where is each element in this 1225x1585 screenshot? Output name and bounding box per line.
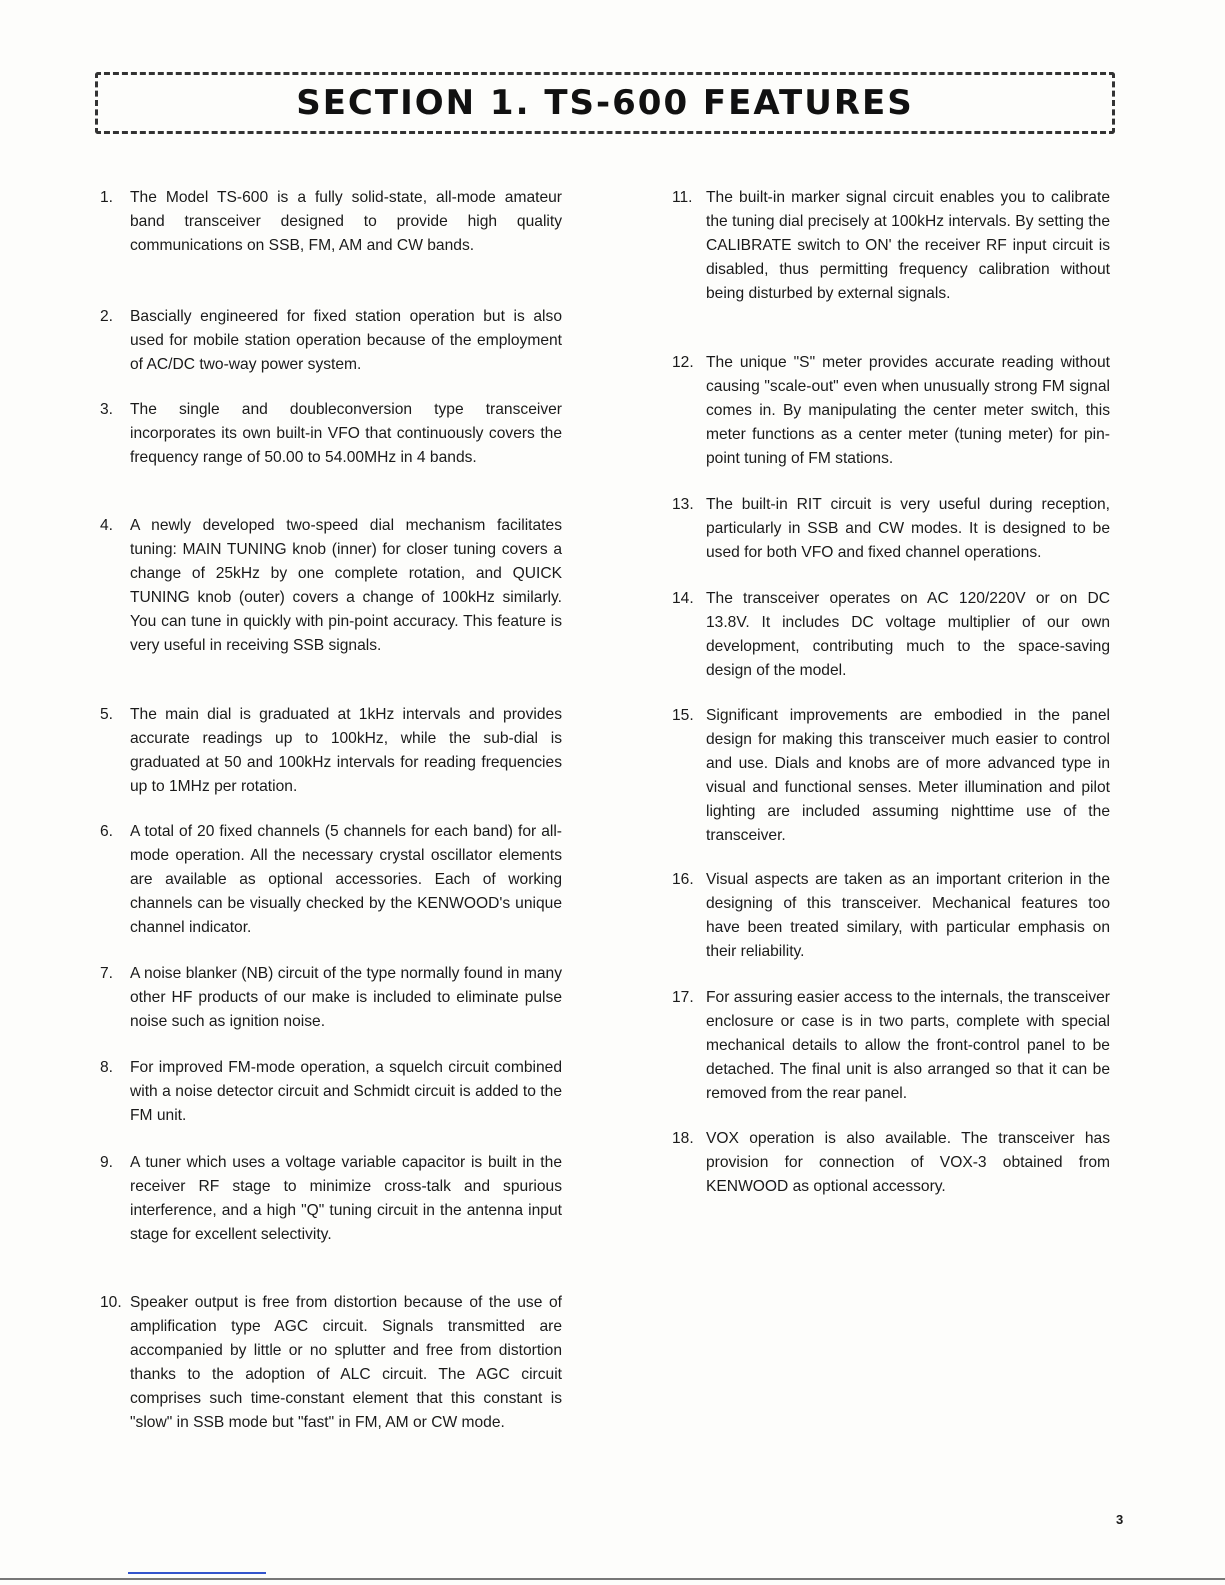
item-number: 8. bbox=[100, 1059, 114, 1076]
item-number: 10. bbox=[100, 1294, 122, 1311]
page-number: 3 bbox=[1116, 1512, 1124, 1527]
feature-item bbox=[100, 1291, 562, 1435]
feature-item bbox=[672, 186, 1110, 306]
feature-item bbox=[100, 514, 562, 658]
item-text: A noise blanker (NB) circuit of the type normally found in many other HF products of our make is included to eliminate pulse noise such as ignition noise. bbox=[130, 965, 562, 1030]
feature-item bbox=[672, 493, 1110, 565]
item-text: For assuring easier access to the internals, the transceiver enclosure or case is in two parts, complete with special mechanical details to allow the front-control panel to be detached. The final unit is also arranged so that it can be removed from the rear panel. bbox=[706, 989, 1110, 1102]
item-text: A total of 20 fixed channels (5 channels for each band) for all-mode operation. All the necessary crystal oscillator elements are available as optional accessories. Each of working channels can be visually checked by the KENWOOD's unique channel indicator. bbox=[130, 823, 562, 936]
feature-item bbox=[100, 962, 562, 1034]
feature-item bbox=[100, 1151, 562, 1247]
item-number: 15. bbox=[672, 707, 694, 724]
item-text: The transceiver operates on AC 120/220V or on DC 13.8V. It includes DC voltage multiplier of our own development, contributing much to the space-saving design of the model. bbox=[706, 590, 1110, 679]
feature-item bbox=[100, 186, 562, 258]
item-text: The built-in marker signal circuit enables you to calibrate the tuning dial precisely at 100kHz intervals. By setting the CALIBRATE switch to ON' the receiver RF input circuit is disabled, thus permitting frequency calibration without being disturbed by external signals. bbox=[706, 189, 1110, 302]
feature-item bbox=[100, 1056, 562, 1128]
item-number: 2. bbox=[100, 308, 114, 325]
item-text: Bascially engineered for fixed station operation but is also used for mobile station operation because of the employment of AC/DC two-way power system. bbox=[130, 308, 562, 373]
feature-item bbox=[672, 704, 1110, 848]
item-number: 16. bbox=[672, 871, 694, 888]
item-number: 6. bbox=[100, 823, 114, 840]
bottom-divider bbox=[0, 1578, 1225, 1580]
item-number: 14. bbox=[672, 590, 694, 607]
item-text: The single and doubleconversion type transceiver incorporates its own built-in VFO that continuously covers the frequency range of 50.00 to 54.00MHz in 4 bands. bbox=[130, 401, 562, 466]
feature-item bbox=[672, 587, 1110, 683]
item-number: 1. bbox=[100, 189, 114, 206]
item-number: 18. bbox=[672, 1130, 694, 1147]
item-text: Speaker output is free from distortion because of the use of amplification type AGC circuit. Signals transmitted are accompanied by little or no splutter and free from distortion thanks to the adoption of ALC circuit. The AGC circuit comprises such time-constant element that this constant is "slow" in SSB mode but "fast" in FM, AM or CW mode. bbox=[130, 1294, 562, 1431]
item-text: Significant improvements are embodied in the panel design for making this transceiver much easier to control and use. Dials and knobs are of more advanced type in visual and functional senses. Meter illumination and pilot lighting are included assuming nighttime use of the transceiver. bbox=[706, 707, 1110, 844]
feature-item bbox=[100, 305, 562, 377]
feature-item bbox=[672, 986, 1110, 1106]
item-number: 5. bbox=[100, 706, 114, 723]
item-number: 11. bbox=[672, 189, 693, 206]
bottom-link-underline bbox=[128, 1572, 266, 1574]
item-text: The Model TS-600 is a fully solid-state, all-mode amateur band transceiver designed to provide high quality communications on SSB, FM, AM and CW bands. bbox=[130, 189, 562, 254]
item-text: A tuner which uses a voltage variable capacitor is built in the receiver RF stage to minimize cross-talk and spurious interference, and a high "Q" tuning circuit in the antenna input stage for excellent selectivity. bbox=[130, 1154, 562, 1243]
item-number: 17. bbox=[672, 989, 694, 1006]
item-text: For improved FM-mode operation, a squelch circuit combined with a noise detector circuit and Schmidt circuit is added to the FM unit. bbox=[130, 1059, 562, 1124]
section-header-box bbox=[95, 72, 1115, 134]
item-number: 4. bbox=[100, 517, 114, 534]
item-text: VOX operation is also available. The transceiver has provision for connection of VOX-3 obtained from KENWOOD as optional accessory. bbox=[706, 1130, 1110, 1195]
feature-item bbox=[100, 703, 562, 799]
item-text: The unique "S" meter provides accurate reading without causing "scale-out" even when unusually strong FM signal comes in. By manipulating the center meter switch, this meter functions as a center meter (tuning meter) for pin-point tuning of FM stations. bbox=[706, 354, 1110, 467]
item-number: 12. bbox=[672, 354, 694, 371]
item-number: 3. bbox=[100, 401, 114, 418]
item-text: The main dial is graduated at 1kHz intervals and provides accurate readings up to 100kHz, while the sub-dial is graduated at 50 and 100kHz intervals for reading frequencies up to 1MHz per rotation. bbox=[130, 706, 562, 795]
feature-item bbox=[672, 1127, 1110, 1199]
item-number: 7. bbox=[100, 965, 114, 982]
item-number: 13. bbox=[672, 496, 694, 513]
item-text: A newly developed two-speed dial mechanism facilitates tuning: MAIN TUNING knob (inner) for closer tuning covers a change of 25kHz by one complete rotation, and QUICK TUNING knob (outer) covers a change of 100kHz similarly. You can tune in quickly with pin-point accuracy. This feature is very useful in receiving SSB signals. bbox=[130, 517, 562, 654]
item-text: Visual aspects are taken as an important criterion in the designing of this transceiver. Mechanical features too have been treated similary, with particular emphasis on their reliability. bbox=[706, 871, 1110, 960]
feature-item bbox=[100, 820, 562, 940]
section-title: SECTION 1. TS-600 FEATURES bbox=[296, 83, 914, 123]
feature-item bbox=[100, 398, 562, 470]
item-number: 9. bbox=[100, 1154, 114, 1171]
feature-item bbox=[672, 868, 1110, 964]
item-text: The built-in RIT circuit is very useful during reception, particularly in SSB and CW modes. It is designed to be used for both VFO and fixed channel operations. bbox=[706, 496, 1110, 561]
feature-item bbox=[672, 351, 1110, 471]
